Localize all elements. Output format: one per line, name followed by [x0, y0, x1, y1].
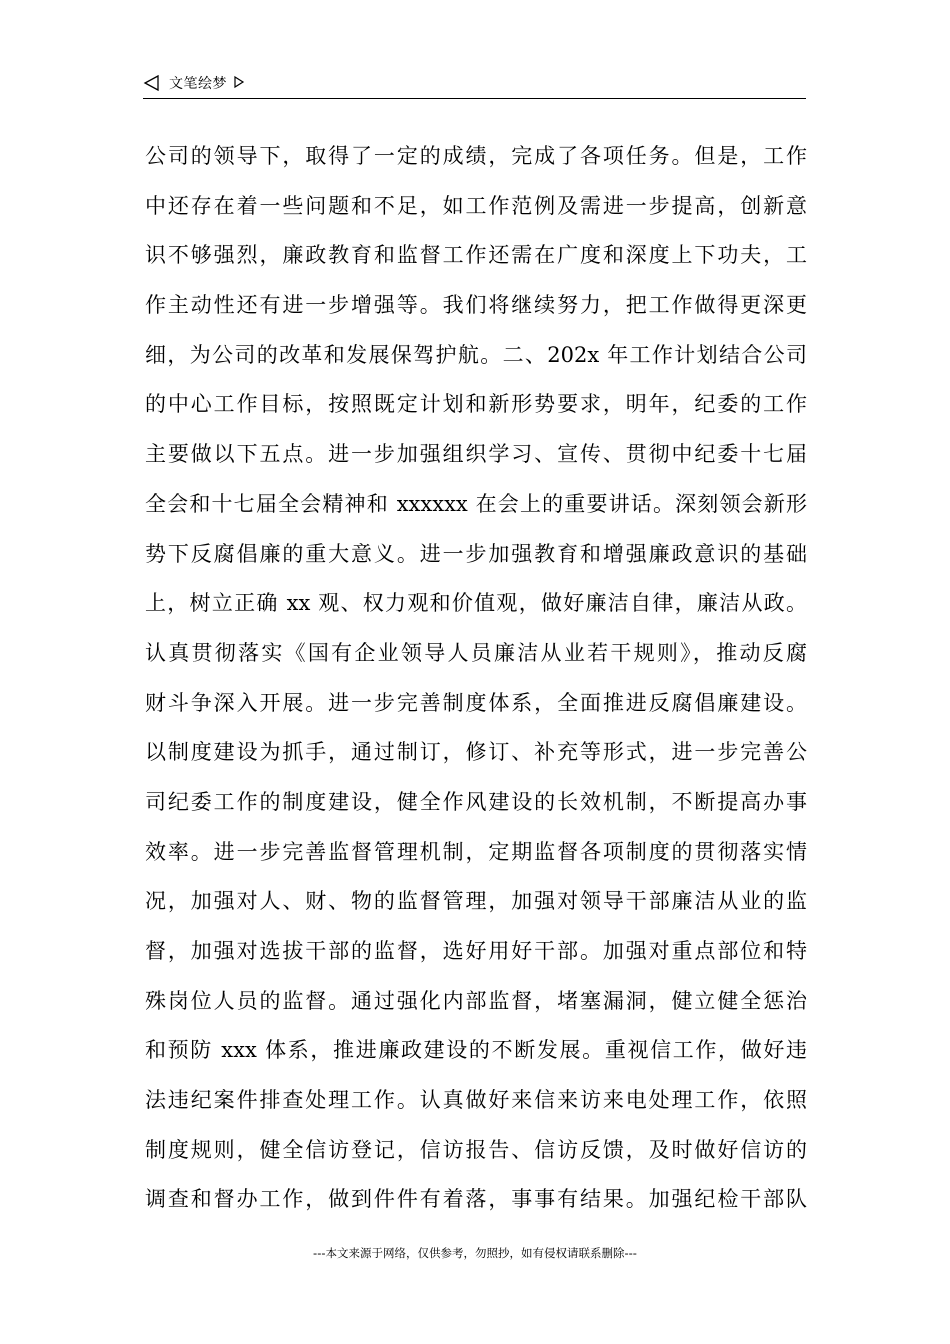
body-line: 细，为公司的改革和发展保驾护航。二、202x 年工作计划结合公司	[145, 342, 807, 367]
body-line: 殊岗位人员的监督。通过强化内部监督，堵塞漏洞，健立健全惩治	[145, 988, 807, 1013]
body-line: 调查和督办工作，做到件件有着落，事事有结果。加强纪检干部队	[145, 1187, 807, 1212]
body-line: 和预防 xxx 体系，推进廉政建设的不断发展。重视信工作，做好违	[145, 1038, 807, 1063]
body-line: 财斗争深入开展。进一步完善制度体系，全面推进反腐倡廉建设。	[145, 690, 807, 715]
body-line: 法违纪案件排查处理工作。认真做好来信来访来电处理工作，依照	[145, 1088, 807, 1113]
body-line: 势下反腐倡廉的重大意义。进一步加强教育和增强廉政意识的基础	[145, 541, 807, 566]
body-line: 识不够强烈，廉政教育和监督工作还需在广度和深度上下功夫，工	[145, 243, 807, 268]
body-line: 制度规则，健全信访登记，信访报告、信访反馈，及时做好信访的	[145, 1137, 807, 1162]
body-line: 公司的领导下，取得了一定的成绩，完成了各项任务。但是，工作	[145, 144, 807, 168]
body-line: 主要做以下五点。进一步加强组织学习、宣传、贯彻中纪委十七届	[145, 442, 807, 467]
body-line: 认真贯彻落实《国有企业领导人员廉洁从业若干规则》，推动反腐	[145, 640, 807, 665]
header-title: 文笔绘梦	[169, 76, 227, 92]
body-line: 作主动性还有进一步增强等。我们将继续努力，把工作做得更深更	[145, 293, 807, 318]
body-line: 全会和十七届全会精神和 xxxxxx 在会上的重要讲话。深刻领会新形	[145, 491, 807, 516]
left-triangle-icon	[143, 74, 161, 92]
page-header	[143, 72, 806, 99]
body-line: 督，加强对选拔干部的监督，选好用好干部。加强对重点部位和特	[145, 939, 807, 963]
body-line: 的中心工作目标，按照既定计划和新形势要求，明年，纪委的工作	[145, 392, 807, 417]
body-line: 上，树立正确 xx 观、权力观和价值观，做好廉洁自律，廉洁从政。	[145, 591, 807, 616]
body-line: 司纪委工作的制度建设，健全作风建设的长效机制，不断提高办事	[145, 789, 807, 814]
body-line: 以制度建设为抓手，通过制订，修订、补充等形式，进一步完善公	[145, 740, 807, 765]
document-body	[145, 132, 807, 1225]
body-line: 况，加强对人、财、物的监督管理，加强对领导干部廉洁从业的监	[145, 889, 807, 914]
page-footer: ---本文来源于网络，仅供参考，勿照抄，如有侵权请联系删除---	[313, 1246, 637, 1260]
body-line: 效率。进一步完善监督管理机制，定期监督各项制度的贯彻落实情	[145, 839, 807, 864]
body-line: 中还存在着一些问题和不足，如工作范例及需进一步提高，创新意	[145, 193, 807, 218]
right-triangle-icon	[233, 75, 245, 89]
